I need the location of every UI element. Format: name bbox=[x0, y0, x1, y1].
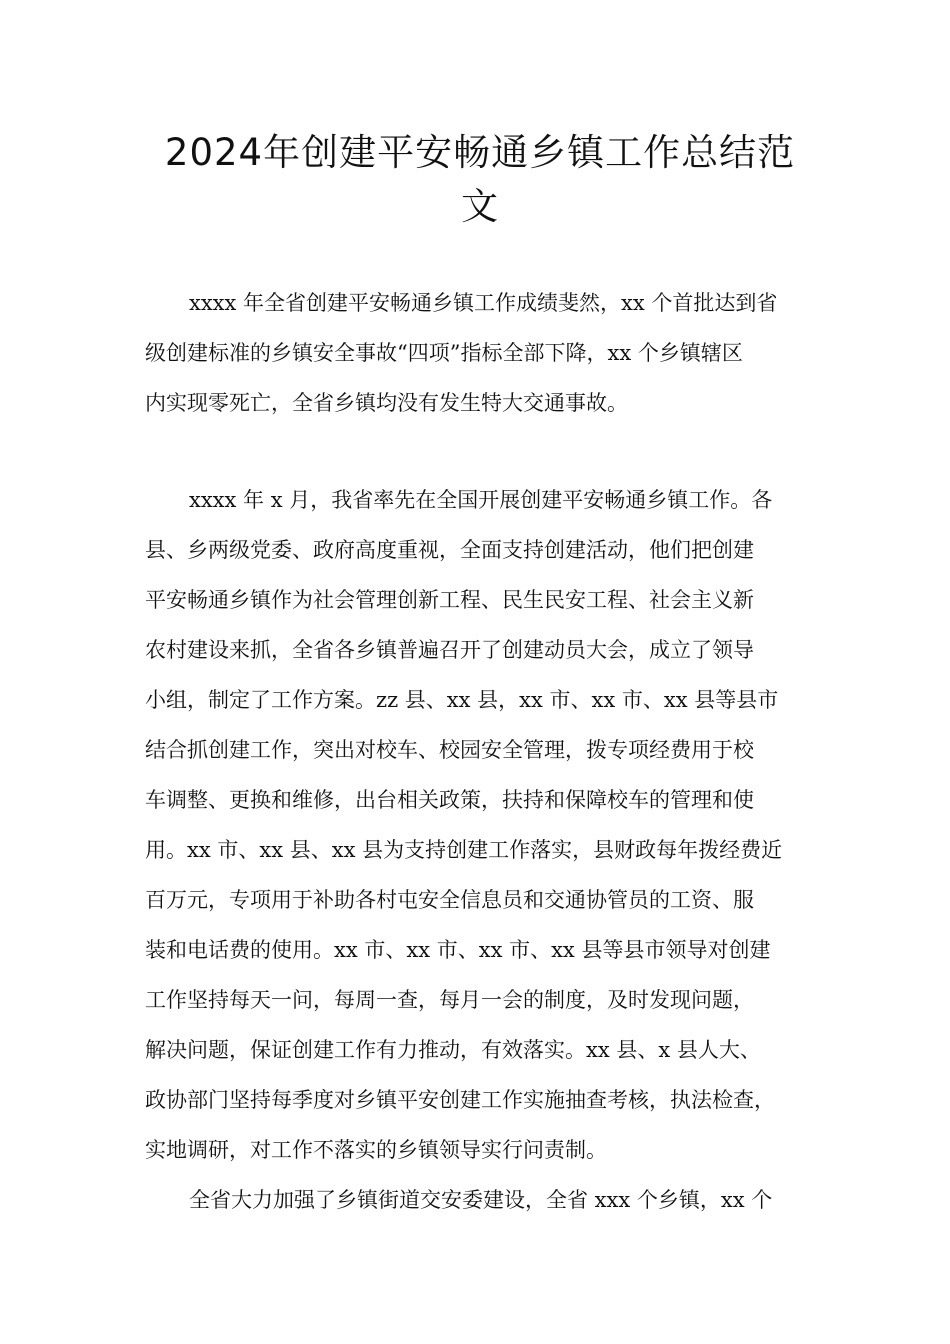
paragraph-line: 用。xx 市、xx 县、xx 县为支持创建工作落实，县财政每年拨经费近 bbox=[145, 838, 783, 862]
title-line: 2024年创建平安畅通乡镇工作总结范 bbox=[164, 131, 796, 174]
paragraph-line: 结合抓创建工作，突出对校车、校园安全管理，拨专项经费用于校 bbox=[145, 738, 754, 762]
paragraph-line: 实地调研，对工作不落实的乡镇领导实行问责制。 bbox=[145, 1138, 607, 1162]
paragraph-line: 解决问题，保证创建工作有力推动，有效落实。xx 县、x 县人大、 bbox=[145, 1038, 761, 1062]
paragraph-1 bbox=[145, 278, 821, 428]
paragraph-line: xxxx 年全省创建平安畅通乡镇工作成绩斐然，xx 个首批达到省 bbox=[189, 291, 778, 315]
paragraph-line: 县、乡两级党委、政府高度重视，全面支持创建活动，他们把创建 bbox=[145, 538, 754, 562]
paragraph-line: 内实现零死亡，全省乡镇均没有发生特大交通事故。 bbox=[145, 391, 628, 415]
document-title bbox=[150, 126, 810, 234]
paragraph-line: 小组，制定了工作方案。zz 县、xx 县，xx 市、xx 市、xx 县等县市 bbox=[145, 688, 779, 712]
paragraph-line: 工作坚持每天一问，每周一查，每月一会的制度，及时发现问题， bbox=[145, 988, 754, 1012]
paragraph-line: 政协部门坚持每季度对乡镇平安创建工作实施抽查考核，执法检查， bbox=[145, 1088, 775, 1112]
paragraph-line: xxxx 年 x 月，我省率先在全国开展创建平安畅通乡镇工作。各 bbox=[189, 488, 773, 512]
paragraph-2 bbox=[145, 475, 821, 1175]
paragraph-line: 车调整、更换和维修，出台相关政策，扶持和保障校车的管理和使 bbox=[145, 788, 754, 812]
paragraph-line: 装和电话费的使用。xx 市、xx 市、xx 市、xx 县等县市领导对创建 bbox=[145, 938, 771, 962]
paragraph-line: 农村建设来抓，全省各乡镇普遍召开了创建动员大会，成立了领导 bbox=[145, 638, 754, 662]
paragraph-line: 全省大力加强了乡镇街道交安委建设，全省 xxx 个乡镇，xx 个 bbox=[189, 1188, 773, 1212]
title-line: 文 bbox=[461, 185, 499, 228]
paragraph-line: 级创建标准的乡镇安全事故“四项”指标全部下降，xx 个乡镇辖区 bbox=[145, 341, 743, 365]
paragraph-line: 平安畅通乡镇作为社会管理创新工程、民生民安工程、社会主义新 bbox=[145, 588, 754, 612]
paragraph-3 bbox=[145, 1175, 821, 1225]
paragraph-line: 百万元，专项用于补助各村屯安全信息员和交通协管员的工资、服 bbox=[145, 888, 754, 912]
